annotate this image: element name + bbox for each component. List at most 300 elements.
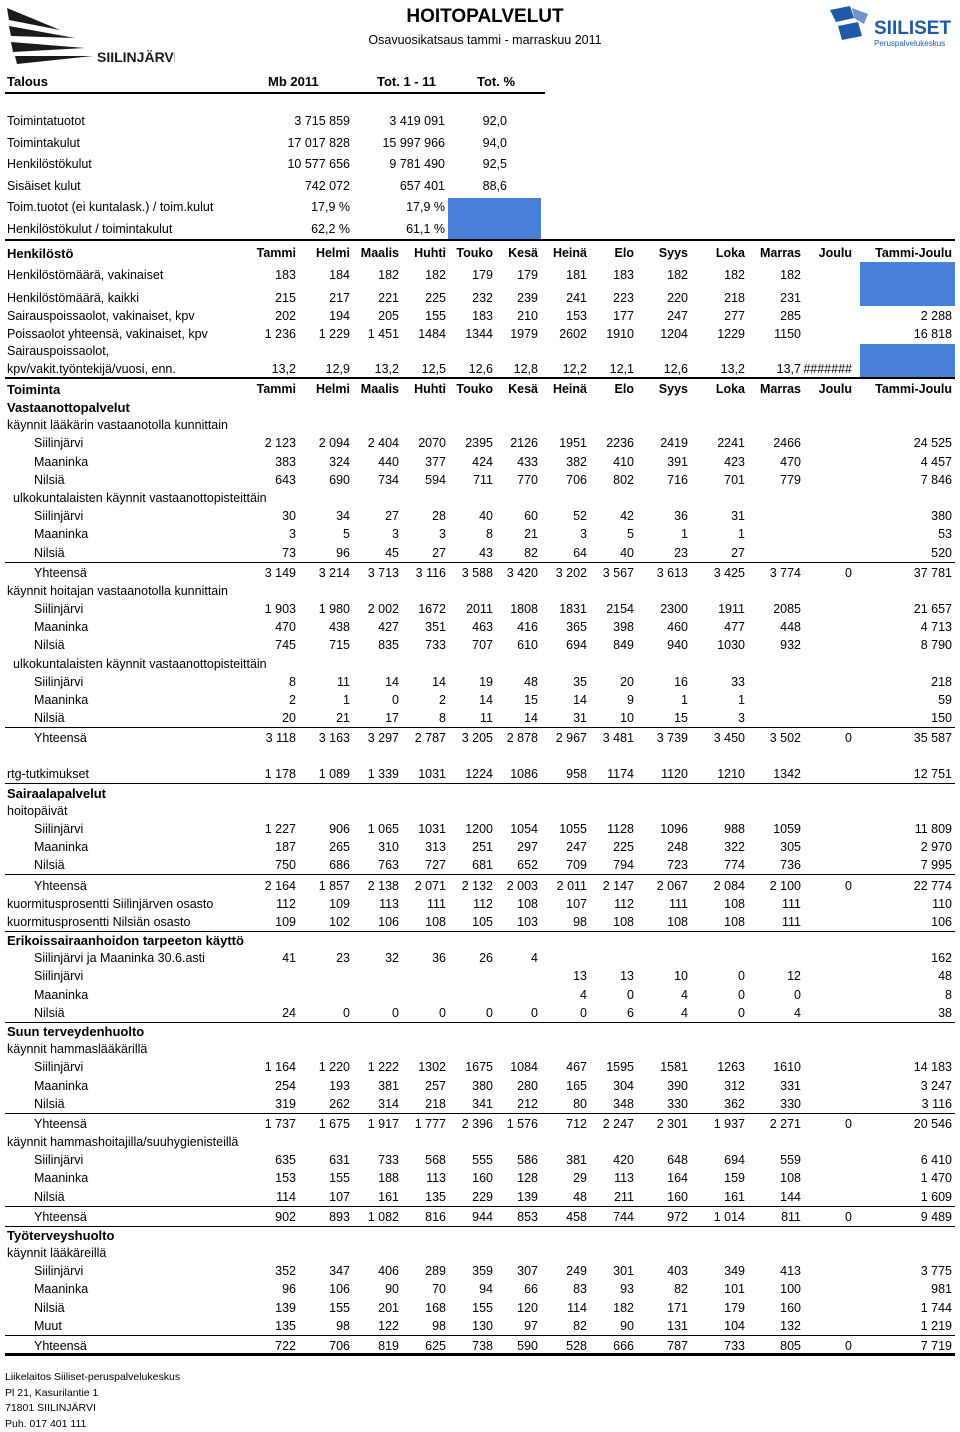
activity-row-value: 161	[693, 1190, 745, 1204]
activity-row-label: Maaninka	[34, 527, 88, 541]
activity-row-value: 383	[244, 455, 296, 469]
activity-row-value: 470	[244, 620, 296, 634]
activity-row-value: 135	[244, 1319, 296, 1333]
finance-row-mb: 742 072	[250, 179, 350, 193]
activity-row-value: 10	[582, 711, 634, 725]
activity-row-label: ulkokuntalaisten käynnit vastaanottopisteittäin	[13, 657, 267, 671]
activity-row-value: 424	[441, 455, 493, 469]
staff-row-value: 217	[298, 291, 350, 305]
finance-highlight	[448, 198, 541, 239]
activity-row-value: 53	[862, 527, 952, 541]
footer-line: 71801 SIILINJÄRVI	[5, 1401, 180, 1417]
activity-row-value: 30	[244, 509, 296, 523]
finance-header-tot: Tot. 1 - 11	[377, 74, 436, 89]
activity-row-value: 467	[535, 1060, 587, 1074]
row-rule	[5, 562, 955, 563]
activity-row-value: 15	[636, 711, 688, 725]
activity-row-value: 1200	[441, 822, 493, 836]
activity-row-label: Siilinjärvi	[34, 822, 83, 836]
activity-row-value: 307	[486, 1264, 538, 1278]
finance-row-tot: 15 997 966	[345, 136, 445, 150]
staff-header-month-header: Maalis	[347, 246, 399, 260]
activity-row-value: 310	[347, 840, 399, 854]
activity-row-value: 1 903	[244, 602, 296, 616]
activity-row-value: 1 675	[298, 1117, 350, 1131]
activity-row-value: 2241	[693, 436, 745, 450]
activity-row-value: 112	[582, 897, 634, 911]
activity-row-label: Maaninka	[34, 455, 88, 469]
siiliset-logo	[828, 4, 956, 52]
activity-row-value: 107	[535, 897, 587, 911]
activity-row-value: 313	[394, 840, 446, 854]
activity-row-value: 225	[582, 840, 634, 854]
activity-row-value: 932	[749, 638, 801, 652]
activity-header-month-header: Touko	[441, 382, 493, 396]
activity-row-value: 111	[749, 897, 801, 911]
staff-header-month-header: Helmi	[298, 246, 350, 260]
activity-row-value: 477	[693, 620, 745, 634]
activity-row-value: 160	[441, 1171, 493, 1185]
staff-header-month-header: Touko	[441, 246, 493, 260]
activity-row-value: 3 247	[862, 1079, 952, 1093]
activity-row-value: 24	[244, 1006, 296, 1020]
activity-row-value: 365	[535, 620, 587, 634]
activity-row-value: 33	[693, 675, 745, 689]
activity-row-value: 2 271	[749, 1117, 801, 1131]
activity-row-value: 413	[749, 1264, 801, 1278]
activity-row-value: 155	[441, 1301, 493, 1315]
staff-row-label: Henkilöstömäärä, vakinaiset	[7, 268, 163, 282]
activity-row-label: Nilsiä	[34, 1097, 65, 1111]
activity-row-value: 4	[535, 988, 587, 1002]
activity-row-value: 1 609	[862, 1190, 952, 1204]
activity-row-value: 1086	[486, 767, 538, 781]
activity-row-value: 98	[535, 915, 587, 929]
staff-header-title: Henkilöstö	[7, 246, 73, 261]
activity-row-value: 162	[862, 951, 952, 965]
activity-row-value: 4	[636, 988, 688, 1002]
staff-row-value: 1979	[486, 327, 538, 341]
activity-row-label: käynnit hoitajan vastaanotolla kunnittain	[7, 584, 228, 598]
activity-row-value: 635	[244, 1153, 296, 1167]
activity-row-value: 448	[749, 620, 801, 634]
activity-row-value: 2085	[749, 602, 801, 616]
activity-row-value: 0	[298, 1006, 350, 1020]
activity-row-label: kuormitusprosentti Siilinjärven osasto	[7, 897, 213, 911]
activity-row-label: Maaninka	[34, 1282, 88, 1296]
activity-row-value: 853	[486, 1210, 538, 1224]
activity-row-value: 463	[441, 620, 493, 634]
activity-row-label: Nilsiä	[34, 638, 65, 652]
finance-row-tot: 657 401	[345, 179, 445, 193]
activity-row-value: 1054	[486, 822, 538, 836]
activity-row-value: 0	[693, 1006, 745, 1020]
activity-row-value: 0	[693, 969, 745, 983]
activity-header-month-header: Marras	[749, 382, 801, 396]
activity-row-value: 82	[486, 546, 538, 560]
activity-row-value: 108	[582, 915, 634, 929]
staff-row-value: 182	[693, 268, 745, 282]
activity-row-value: 1 222	[347, 1060, 399, 1074]
staff-row-value: 13,7	[749, 362, 801, 376]
activity-row-value: 111	[394, 897, 446, 911]
activity-row-value: 109	[298, 897, 350, 911]
activity-row-value: 324	[298, 455, 350, 469]
activity-row-value: 433	[486, 455, 538, 469]
activity-row-value: 734	[347, 473, 399, 487]
activity-row-value: 314	[347, 1097, 399, 1111]
page-subtitle: Osavuosikatsaus tammi - marraskuu 2011	[360, 33, 610, 47]
activity-row-label: Maaninka	[34, 1079, 88, 1093]
activity-row-value: 106	[298, 1282, 350, 1296]
activity-row-value: 2 084	[693, 879, 745, 893]
activity-row-value: 805	[749, 1339, 801, 1353]
activity-row-value: 1951	[535, 436, 587, 450]
activity-row-value: 73	[244, 546, 296, 560]
activity-row-value: 28	[394, 509, 446, 523]
activity-header-month-header: Tammi	[244, 382, 296, 396]
activity-row-value: 779	[749, 473, 801, 487]
finance-row-mb: 10 577 656	[250, 157, 350, 171]
staff-row-label: Sairauspoissaolot,	[7, 344, 109, 358]
activity-row-value: 1059	[749, 822, 801, 836]
footer-line: Liikelaitos Siiliset-peruspalvelukeskus	[5, 1370, 180, 1386]
activity-row-value: 8	[394, 711, 446, 725]
finance-row-tot: 9 781 490	[345, 157, 445, 171]
activity-row-value: 3 613	[636, 566, 688, 580]
staff-row-value: 181	[535, 268, 587, 282]
activity-row-value: 3 481	[582, 731, 634, 745]
activity-row-value: 2 003	[486, 879, 538, 893]
activity-row-value: 362	[693, 1097, 745, 1111]
activity-row-value: 161	[347, 1190, 399, 1204]
activity-row-value: 108	[693, 897, 745, 911]
logo-right-text: SIILISET	[874, 18, 951, 39]
activity-row-value: 1595	[582, 1060, 634, 1074]
activity-row-value: 251	[441, 840, 493, 854]
activity-row-value: 1672	[394, 602, 446, 616]
activity-row-value: 14	[347, 675, 399, 689]
staff-row-value: 2602	[535, 327, 587, 341]
section-heading: Vastaanottopalvelut	[7, 400, 130, 415]
staff-row-value: 183	[244, 268, 296, 282]
activity-row-value: 23	[298, 951, 350, 965]
finance-row-tot: 3 419 091	[345, 114, 445, 128]
activity-row-value: 3	[394, 527, 446, 541]
activity-row-value: 3 202	[535, 566, 587, 580]
activity-row-value: 139	[486, 1190, 538, 1204]
staff-row-value: 239	[486, 291, 538, 305]
activity-row-value: 347	[298, 1264, 350, 1278]
activity-row-value: 249	[535, 1264, 587, 1278]
finance-row-label: Henkilöstökulut	[7, 157, 92, 171]
activity-row-value: 193	[298, 1079, 350, 1093]
activity-row-value: 5	[582, 527, 634, 541]
activity-row-label: Siilinjärvi	[34, 675, 83, 689]
activity-row-value: 568	[394, 1153, 446, 1167]
activity-row-value: 16	[636, 675, 688, 689]
activity-row-value: 108	[749, 1171, 801, 1185]
activity-row-value: 4	[486, 951, 538, 965]
activity-row-value: 27	[394, 546, 446, 560]
activity-row-value: 893	[298, 1210, 350, 1224]
activity-row-value: 120	[486, 1301, 538, 1315]
activity-row-value: 3 502	[749, 731, 801, 745]
activity-row-value: 794	[582, 858, 634, 872]
activity-row-value: 1	[636, 527, 688, 541]
staff-row-value: 13,2	[693, 362, 745, 376]
activity-row-value: 0	[749, 988, 801, 1002]
activity-row-value: 20	[582, 675, 634, 689]
activity-row-value: 3 425	[693, 566, 745, 580]
staff-row-value: 1 451	[347, 327, 399, 341]
activity-row-value: 31	[535, 711, 587, 725]
activity-row-value: 3	[347, 527, 399, 541]
activity-header-month-header: Loka	[693, 382, 745, 396]
activity-row-value: 1610	[749, 1060, 801, 1074]
activity-row-value: 6 410	[862, 1153, 952, 1167]
activity-row-value: 144	[749, 1190, 801, 1204]
activity-row-value: 108	[486, 897, 538, 911]
activity-row-value: 727	[394, 858, 446, 872]
activity-row-value: 11 809	[862, 822, 952, 836]
activity-row-value: 132	[749, 1319, 801, 1333]
activity-row-value: 3 205	[441, 731, 493, 745]
activity-row-value: 212	[486, 1097, 538, 1111]
activity-row-value: 648	[636, 1153, 688, 1167]
section-heading: Suun terveydenhuolto	[7, 1024, 144, 1039]
activity-row-value: 312	[693, 1079, 745, 1093]
activity-row-label: Nilsiä	[34, 711, 65, 725]
activity-row-label: Yhteensä	[34, 731, 87, 745]
activity-row-value: 390	[636, 1079, 688, 1093]
staff-row-label-2: kpv/vakit.työntekijä/vuosi, enn.	[7, 362, 176, 376]
activity-row-label: hoitopäivät	[7, 804, 67, 818]
activity-row-value: 586	[486, 1153, 538, 1167]
activity-row-value: 0	[693, 988, 745, 1002]
activity-row-value: 4 713	[862, 620, 952, 634]
row-rule	[5, 727, 955, 728]
activity-row-value: 1030	[693, 638, 745, 652]
activity-row-label: käynnit hammaslääkärillä	[7, 1042, 147, 1056]
activity-row-value: 113	[394, 1171, 446, 1185]
activity-row-value: 1342	[749, 767, 801, 781]
staff-row-value: 177	[582, 309, 634, 323]
activity-row-value: 2126	[486, 436, 538, 450]
activity-row-value: 14	[486, 711, 538, 725]
activity-row-value: 1263	[693, 1060, 745, 1074]
activity-row-value: 108	[693, 915, 745, 929]
activity-row-value: 1 164	[244, 1060, 296, 1074]
activity-row-value: 811	[749, 1210, 801, 1224]
activity-row-value: 2	[244, 693, 296, 707]
activity-row-value: 625	[394, 1339, 446, 1353]
activity-row-value: 280	[486, 1079, 538, 1093]
activity-row-value: 3 713	[347, 566, 399, 580]
activity-row-value: 763	[347, 858, 399, 872]
activity-row-value: 31	[693, 509, 745, 523]
activity-row-value: 694	[535, 638, 587, 652]
activity-row-value: 391	[636, 455, 688, 469]
activity-row-value: 610	[486, 638, 538, 652]
activity-row-value: 403	[636, 1264, 688, 1278]
activity-row-value: 1 219	[862, 1319, 952, 1333]
activity-row-value: 3 774	[749, 566, 801, 580]
activity-row-value: 3 775	[862, 1264, 952, 1278]
staff-row-value: 221	[347, 291, 399, 305]
activity-row-value: 745	[244, 638, 296, 652]
activity-header-month-header: Helmi	[298, 382, 350, 396]
activity-row-value: 707	[441, 638, 493, 652]
activity-row-label: ulkokuntalaisten käynnit vastaanottopisteittäin	[13, 491, 267, 505]
activity-row-value: 9 489	[862, 1210, 952, 1224]
activity-row-value: 98	[298, 1319, 350, 1333]
activity-row-label: käynnit lääkäreillä	[7, 1246, 106, 1260]
activity-row-value: 835	[347, 638, 399, 652]
activity-row-value: 1084	[486, 1060, 538, 1074]
staff-row-value: 16 818	[862, 327, 952, 341]
activity-row-value: 97	[486, 1319, 538, 1333]
activity-row-value: 7 846	[862, 473, 952, 487]
finance-row-mb: 17,9 %	[250, 200, 350, 214]
activity-row-value: 528	[535, 1339, 587, 1353]
activity-row-value: 11	[441, 711, 493, 725]
activity-row-value: 643	[244, 473, 296, 487]
activity-row-value: 14	[535, 693, 587, 707]
activity-row-label: Nilsiä	[34, 1190, 65, 1204]
staff-row-value: 12,9	[298, 362, 350, 376]
activity-row-value: 380	[862, 509, 952, 523]
activity-row-value: 21 657	[862, 602, 952, 616]
staff-row-value: 183	[582, 268, 634, 282]
activity-row-value: 715	[298, 638, 350, 652]
activity-row-value: 254	[244, 1079, 296, 1093]
activity-row-value: 21	[298, 711, 350, 725]
activity-row-value: 38	[862, 1006, 952, 1020]
finance-row-label: Toimintatuotot	[7, 114, 85, 128]
activity-header-month-header: Tammi-Joulu	[862, 382, 952, 396]
finance-header-pct: Tot. %	[477, 74, 515, 89]
activity-row-value: 322	[693, 840, 745, 854]
activity-row-value: 40	[441, 509, 493, 523]
activity-row-value: 906	[298, 822, 350, 836]
activity-row-value: 2 011	[535, 879, 587, 893]
activity-row-value: 171	[636, 1301, 688, 1315]
finance-row-mb: 3 715 859	[250, 114, 350, 128]
activity-row-value: 694	[693, 1153, 745, 1167]
staff-row-value: 179	[486, 268, 538, 282]
staff-row-value: 202	[244, 309, 296, 323]
activity-row-value: 377	[394, 455, 446, 469]
staff-header-month-header: Marras	[749, 246, 801, 260]
staff-row-label: Poissaolot yhteensä, vakinaiset, kpv	[7, 327, 208, 341]
activity-row-value: 458	[535, 1210, 587, 1224]
activity-row-value: 438	[298, 620, 350, 634]
activity-row-value: 150	[862, 711, 952, 725]
activity-row-label: Maaninka	[34, 693, 88, 707]
activity-row-value: 770	[486, 473, 538, 487]
activity-row-value: 559	[749, 1153, 801, 1167]
activity-row-value: 0	[347, 1006, 399, 1020]
table-end-rule	[5, 1353, 955, 1355]
activity-row-value: 2419	[636, 436, 688, 450]
activity-row-value: 733	[693, 1339, 745, 1353]
activity-row-value: 21	[486, 527, 538, 541]
activity-row-value: 2 396	[441, 1117, 493, 1131]
activity-row-value: 1302	[394, 1060, 446, 1074]
activity-row-value: 187	[244, 840, 296, 854]
staff-row-value: 223	[582, 291, 634, 305]
activity-row-label: Maaninka	[34, 840, 88, 854]
finance-row-label: Henkilöstökulut / toimintakulut	[7, 222, 172, 236]
activity-row-value: 1 937	[693, 1117, 745, 1131]
staff-header-month-header: Loka	[693, 246, 745, 260]
activity-row-value: 66	[486, 1282, 538, 1296]
activity-row-value: 114	[535, 1301, 587, 1315]
activity-row-value: 0	[800, 1210, 852, 1224]
activity-row-value: 958	[535, 767, 587, 781]
staff-bottom-rule	[5, 377, 955, 379]
activity-row-value: 1 220	[298, 1060, 350, 1074]
activity-row-value: 59	[862, 693, 952, 707]
activity-row-value: 94	[441, 1282, 493, 1296]
activity-row-value: 22 774	[862, 879, 952, 893]
activity-row-value: 2 138	[347, 879, 399, 893]
staff-header-month-header: Syys	[636, 246, 688, 260]
finance-row-mb: 62,2 %	[250, 222, 350, 236]
activity-row-value: 3	[535, 527, 587, 541]
activity-row-value: 289	[394, 1264, 446, 1278]
staff-row-value: 247	[636, 309, 688, 323]
activity-row-label: Nilsiä	[34, 1006, 65, 1020]
activity-row-value: 1	[693, 527, 745, 541]
activity-row-value: 440	[347, 455, 399, 469]
activity-row-value: 2300	[636, 602, 688, 616]
staff-row-value: 182	[636, 268, 688, 282]
activity-row-value: 3 420	[486, 566, 538, 580]
activity-row-value: 105	[441, 915, 493, 929]
staff-header-month-header: Tammi-Joulu	[862, 246, 952, 260]
activity-row-value: 750	[244, 858, 296, 872]
activity-row-value: 159	[693, 1171, 745, 1185]
activity-row-value: 1808	[486, 602, 538, 616]
activity-row-value: 2 247	[582, 1117, 634, 1131]
staff-row-value: 12,6	[636, 362, 688, 376]
activity-row-value: 2 100	[749, 879, 801, 893]
activity-row-value: 2011	[441, 602, 493, 616]
activity-row-value: 70	[394, 1282, 446, 1296]
activity-row-value: 2466	[749, 436, 801, 450]
staff-row-value: 182	[394, 268, 446, 282]
activity-row-value: 819	[347, 1339, 399, 1353]
activity-row-value: 3 214	[298, 566, 350, 580]
section-heading: Erikoissairaanhoidon tarpeeton käyttö	[7, 933, 244, 948]
footer-line: Puh. 017 401 111	[5, 1417, 180, 1432]
activity-row-label: Siilinjärvi	[34, 1153, 83, 1167]
activity-row-value: 416	[486, 620, 538, 634]
row-rule	[5, 1022, 955, 1023]
activity-row-value: 29	[535, 1171, 587, 1185]
activity-header-month-header: Kesä	[486, 382, 538, 396]
activity-row-value: 2 094	[298, 436, 350, 450]
activity-row-value: 590	[486, 1339, 538, 1353]
staff-row-value: 194	[298, 309, 350, 323]
finance-row-pct: 88,6	[440, 179, 507, 193]
activity-row-value: 2 164	[244, 879, 296, 893]
activity-row-value: 1831	[535, 602, 587, 616]
activity-row-value: 3 163	[298, 731, 350, 745]
activity-row-value: 331	[749, 1079, 801, 1093]
